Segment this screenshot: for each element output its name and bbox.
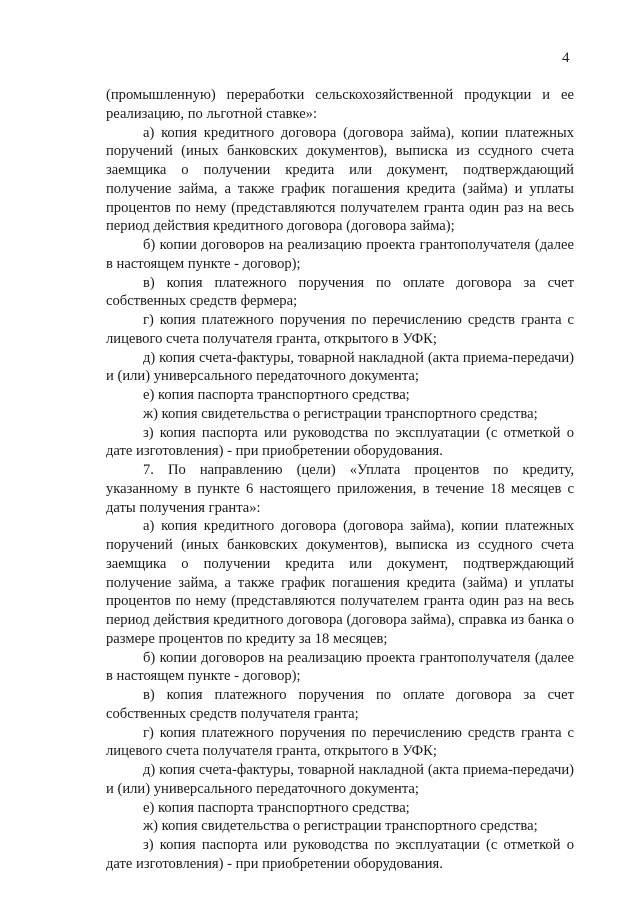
list-item-b: б) копии договоров на реализацию проекта грантополучателя (далее в настоящем пункте - договор); [106, 649, 574, 685]
document-body [106, 86, 574, 874]
list-item-v: в) копия платежного поручения по оплате договора за счет собственных средств получателя гранта; [106, 687, 574, 722]
list-item-zh: ж) копия свидетельства о регистрации транспортного средства; [143, 405, 538, 422]
list-item-g: г) копия платежного поручения по перечислению средств гранта с лицевого счета получателя гранта, открытого в УФК; [106, 312, 574, 347]
list-item-e: е) копия паспорта транспортного средства; [143, 387, 410, 403]
list-item-z: з) копия паспорта или руководства по эксплуатации (с отметкой о дате изготовления) - при приобретении оборудования. [106, 837, 574, 872]
list-item-a: а) копия кредитного договора (договора займа), копии платежных поручений (иных банковских документов), выписка из ссудного счета заемщика о получении кредита или документ, подтверждающий получение займа, а также график погашения кредита (займа) и уплаты процентов по нему (представляются получателем гранта один раз на весь период действия кредитного договора (договора займа); [106, 124, 574, 235]
section-7-heading: 7. По направлению (цели) «Уплата процентов по кредиту, указанному в пункте 6 настоящего приложения, в течение 18 месяцев с даты получения гранта»: [106, 462, 574, 516]
list-item-b: б) копии договоров на реализацию проекта грантополучателя (далее в настоящем пункте - договор); [106, 237, 574, 272]
list-item-zh: ж) копия свидетельства о регистрации транспортного средства; [143, 818, 538, 835]
list-item-v: в) копия платежного поручения по оплате договора за счет собственных средств фермера; [106, 274, 574, 310]
page-number: 4 [562, 50, 570, 66]
list-item-e: е) копия паспорта транспортного средства; [143, 799, 410, 816]
paragraph-continuation: (промышленную) переработки сельскохозяйственной продукции и ее реализацию, по льготной ставке»: [106, 87, 574, 122]
list-item-g: г) копия платежного поручения по перечислению средств гранта с лицевого счета получателя гранта, открытого в УФК; [106, 724, 574, 760]
list-item-d: д) копия счета-фактуры, товарной накладной (акта приема-передачи) и (или) универсального передаточного документа; [106, 349, 574, 385]
list-item-d: д) копия счета-фактуры, товарной накладной (акта приема-передачи) и (или) универсального передаточного документа; [106, 762, 574, 797]
list-item-a: а) копия кредитного договора (договора займа), копии платежных поручений (иных банковских документов), выписка из ссудного счета заемщика о получении кредита или документ, подтверждающий получение займа, а также график погашения кредита (займа) и уплаты процентов по нему (представляются получателем гранта один раз на весь период действия кредитного договора (договора займа), справка из банка о размере процентов по кредиту за 18 месяцев; [106, 518, 574, 647]
list-item-z: з) копия паспорта или руководства по эксплуатации (с отметкой о дате изготовления) - при приобретении оборудования. [106, 424, 574, 460]
